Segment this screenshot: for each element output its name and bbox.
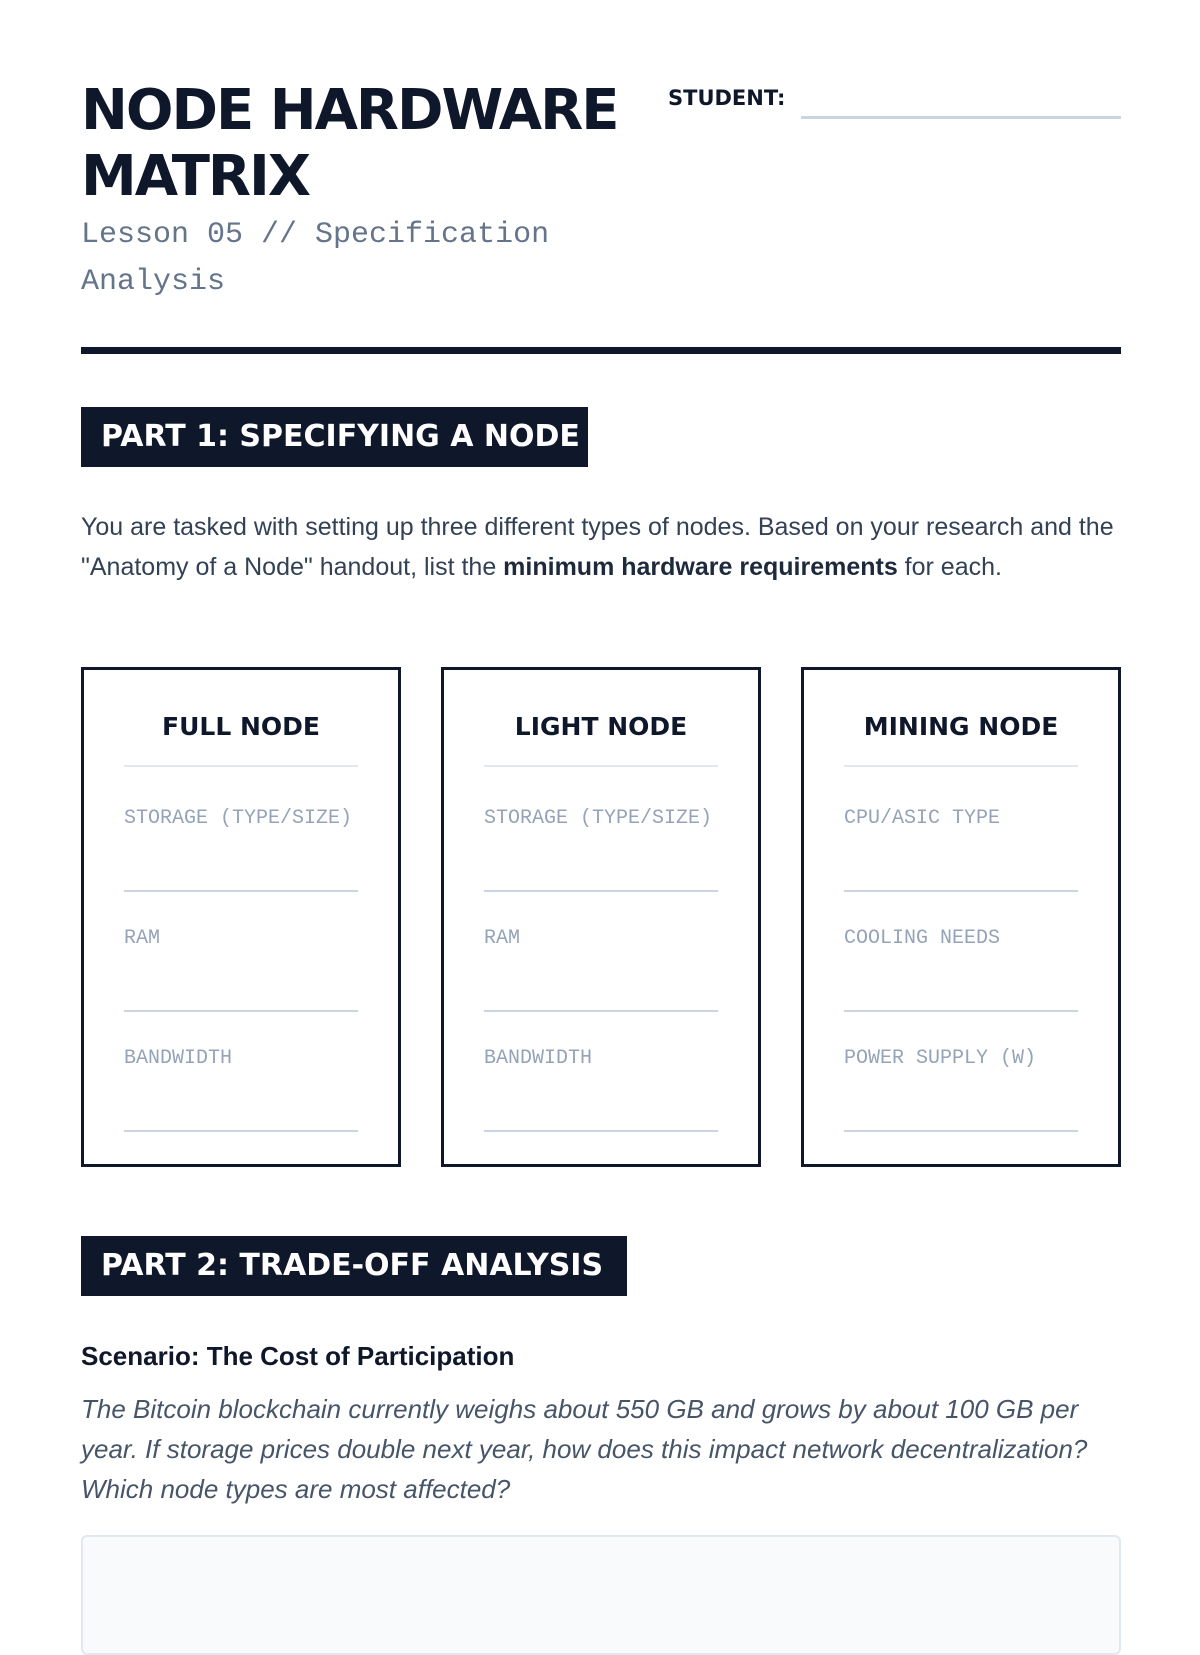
intro-text-end: for each. <box>897 553 1002 581</box>
answer-line[interactable] <box>844 1010 1078 1012</box>
field-label: CPU/ASIC TYPE <box>844 807 1001 830</box>
answer-line[interactable] <box>124 1010 358 1012</box>
card-title: FULL NODE <box>162 712 320 741</box>
power-supply-field[interactable] <box>844 1046 1078 1138</box>
intro-text-start: You are tasked with setting up three different types of nodes. Based on your research and the "Anatomy of a Node" handout, list the <box>81 513 1114 581</box>
header-divider <box>81 347 1121 354</box>
answer-line[interactable] <box>844 890 1078 892</box>
card-divider <box>844 765 1078 767</box>
card-title: LIGHT NODE <box>514 712 688 741</box>
field-label: BANDWIDTH <box>484 1047 593 1070</box>
field-label: STORAGE (TYPE/SIZE) <box>124 807 353 830</box>
node-cards <box>81 667 1121 1167</box>
storage-field[interactable] <box>124 806 358 898</box>
field-label: BANDWIDTH <box>124 1047 233 1070</box>
ram-field[interactable] <box>484 926 718 1018</box>
scenario-title: Scenario: The Cost of Participation <box>81 1341 515 1371</box>
worksheet-page <box>81 0 1121 1504</box>
answer-textarea[interactable] <box>81 1535 1121 1655</box>
intro-text-bold: minimum hardware requirements <box>503 553 898 581</box>
card-title: MINING NODE <box>863 712 1059 741</box>
part1-heading: PART 1: SPECIFYING A NODE <box>81 407 588 467</box>
answer-line[interactable] <box>484 890 718 892</box>
ram-field[interactable] <box>124 926 358 1018</box>
bandwidth-field[interactable] <box>484 1046 718 1138</box>
answer-line[interactable] <box>124 1130 358 1132</box>
student-name-field[interactable] <box>801 116 1121 119</box>
full-node-card <box>81 667 401 1167</box>
field-label: RAM <box>124 927 161 950</box>
part1-instructions <box>81 507 1121 587</box>
page-title: NODE HARDWARE MATRIX <box>81 78 618 209</box>
light-node-card <box>441 667 761 1167</box>
page-subtitle: Lesson 05 // Specification Analysis <box>81 218 550 299</box>
field-label: STORAGE (TYPE/SIZE) <box>484 807 713 830</box>
answer-line[interactable] <box>484 1010 718 1012</box>
card-divider <box>484 765 718 767</box>
answer-line[interactable] <box>124 890 358 892</box>
cpu-asic-field[interactable] <box>844 806 1078 898</box>
cooling-field[interactable] <box>844 926 1078 1018</box>
field-label: POWER SUPPLY (W) <box>844 1047 1037 1070</box>
storage-field[interactable] <box>484 806 718 898</box>
field-label: COOLING NEEDS <box>844 927 1001 950</box>
student-label: STUDENT: <box>668 86 786 110</box>
scenario-question: The Bitcoin blockchain currently weighs about 550 GB and grows by about 100 GB per year. If storage prices double next year, how does this impact network decentralization? Which node types are most affected? <box>81 1394 1088 1504</box>
bandwidth-field[interactable] <box>124 1046 358 1138</box>
answer-line[interactable] <box>844 1130 1078 1132</box>
answer-line[interactable] <box>484 1130 718 1132</box>
field-label: RAM <box>484 927 521 950</box>
part2-heading: PART 2: TRADE-OFF ANALYSIS <box>81 1236 627 1296</box>
mining-node-card <box>801 667 1121 1167</box>
worksheet-header <box>81 0 1121 355</box>
card-divider <box>124 765 358 767</box>
